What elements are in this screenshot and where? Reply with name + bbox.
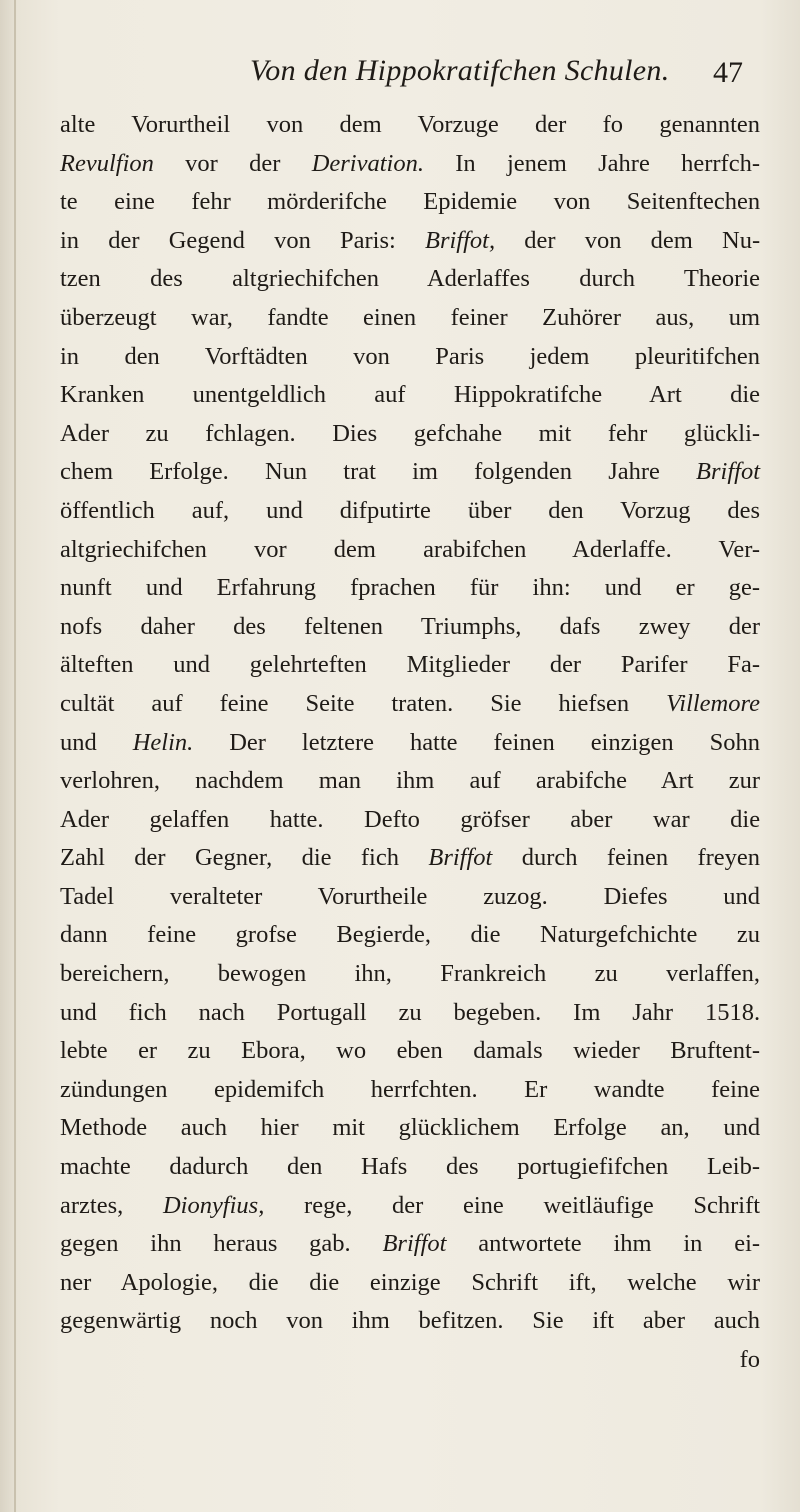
text-line: und fich nach Portugall zu begeben. Im Jahr 1518. (60, 998, 761, 1026)
catchword: fo (739, 1346, 760, 1373)
text-line: tzen des altgriechifchen Aderlaffes durch Theorie (60, 265, 761, 293)
italic-term: Briffot (428, 844, 493, 872)
page-header (0, 46, 800, 96)
text-line: machte dadurch den Hafs des portugiefifchen Leib- (60, 1153, 761, 1181)
italic-term: Briffot, (424, 226, 496, 254)
italic-term: Derivation. (311, 149, 424, 177)
text-line: Methode auch hier mit glücklichem Erfolge an, und (60, 1114, 761, 1142)
text-line: Revulfion vor der Derivation. In jenem Jahre herrfch- (60, 149, 760, 177)
text-line: ner Apologie, die die einzige Schrift ift, welche wir (60, 1268, 761, 1296)
text-line: nofs daher des feltenen Triumphs, dafs zwey der (60, 612, 760, 640)
page-number: 47 (713, 56, 743, 89)
text-line: chem Erfolge. Nun trat im folgenden Jahre Briffot (60, 458, 761, 486)
text-line: verlohren, nachdem man ihm auf arabifche Art zur (60, 767, 760, 795)
italic-term: Dionyfius, (162, 1191, 265, 1219)
text-line: in der Gegend von Paris: Briffot, der von dem Nu- (60, 226, 761, 254)
text-line: älteften und gelehrteften Mitglieder der Parifer Fa- (60, 651, 761, 679)
text-line: überzeugt war, fandte einen feiner Zuhörer aus, um (60, 303, 761, 331)
text-line: alte Vorurtheil von dem Vorzuge der fo genannten (60, 111, 761, 138)
italic-term: Villemore (666, 689, 760, 717)
text-line: lebte er zu Ebora, wo eben damals wieder Bruftent- (60, 1037, 761, 1065)
text-line: dann feine grofse Begierde, die Naturgefchichte zu (60, 921, 761, 949)
italic-term: Briffot (382, 1230, 447, 1258)
text-line: öffentlich auf, und difputirte über den Vorzug des (60, 496, 761, 524)
text-line: und Helin. Der letztere hatte feinen einzigen Sohn (60, 728, 761, 756)
text-line: bereichern, bewogen ihn, Frankreich zu verlaffen, (60, 960, 761, 988)
binding-gutter (14, 0, 16, 1512)
text-line: Tadel veralteter Vorurtheile zuzog. Diefes und (60, 882, 761, 910)
italic-term: Helin. (132, 728, 194, 756)
text-line: in den Vorftädten von Paris jedem pleuritifchen (60, 342, 761, 370)
body-text (60, 106, 760, 1380)
text-line: te eine fehr mörderifche Epidemie von Seitenftechen (60, 188, 761, 216)
text-line: Zahl der Gegner, die fich Briffot durch feinen freyen (60, 844, 761, 872)
italic-term: Briffot (696, 458, 761, 486)
text-line: arztes, Dionyfius, rege, der eine weitläufige Schrift (60, 1191, 761, 1219)
text-line: gegenwärtig noch von ihm befitzen. Sie ift aber auch (60, 1307, 761, 1335)
text-line: altgriechifchen vor dem arabifchen Aderlaffe. Ver- (60, 535, 761, 563)
text-line: Kranken unentgeldlich auf Hippokratifche Art die (60, 381, 760, 409)
text-line: Ader zu fchlagen. Dies gefchahe mit fehr glückli- (60, 419, 761, 447)
running-title: Von den Hippokratifchen Schulen. (250, 54, 670, 87)
text-line: nunft und Erfahrung fprachen für ihn: und er ge- (60, 574, 761, 602)
text-line: zündungen epidemifch herrfchten. Er wandte feine (60, 1075, 761, 1103)
text-line: cultät auf feine Seite traten. Sie hiefsen Villemore (60, 689, 760, 717)
text-line: gegen ihn heraus gab. Briffot antwortete ihm in ei- (60, 1230, 761, 1258)
italic-term: Revulfion (60, 149, 154, 177)
text-line: Ader gelaffen hatte. Defto gröfser aber war die (60, 805, 761, 833)
